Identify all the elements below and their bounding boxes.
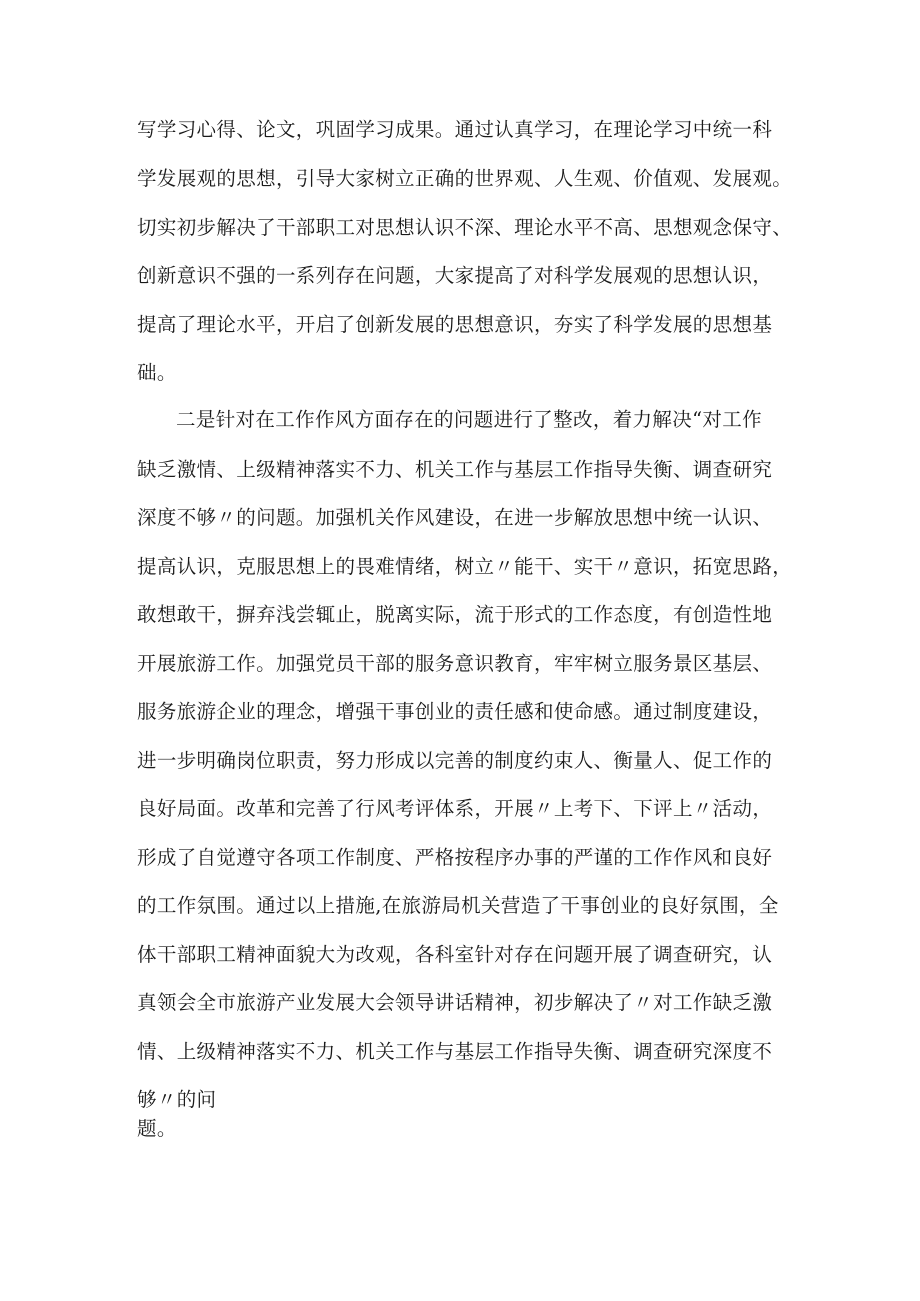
text-line-18: 体干部职工精神面貌大为改观，各科室针对存在问题开展了调查研究，认 xyxy=(137,943,773,966)
text-line-9: 深度不够〃的问题。加强机关作风建设，在进一步解放思想中统一认识、 xyxy=(137,506,773,529)
text-line-4: 创新意识不强的一系列存在问题，大家提高了对科学发展观的思想认识， xyxy=(137,264,773,287)
text-line-21: 够〃的问 xyxy=(137,1088,217,1111)
text-line-6: 础。 xyxy=(137,361,177,384)
text-line-10: 提高认识，克服思想上的畏难情绪，树立〃能干、实干〃意识，拓宽思路， xyxy=(137,555,793,578)
text-line-3: 切实初步解决了干部职工对思想认识不深、理论水平不高、思想观念保守、 xyxy=(137,216,793,239)
text-line-11: 敢想敢干，摒弃浅尝辄止，脱离实际，流于形式的工作态度，有创造性地 xyxy=(137,603,773,626)
text-line-12: 开展旅游工作。加强党员干部的服务意识教育，牢牢树立服务景区基层、 xyxy=(137,652,773,675)
text-line-15: 良好局面。改革和完善了行风考评体系，开展〃上考下、下评上〃活动， xyxy=(137,797,773,820)
text-line-22: 题。 xyxy=(137,1117,177,1140)
text-line-17: 的工作氛围。通过以上措施,在旅游局机关营造了干事创业的良好氛围，全 xyxy=(137,894,779,917)
text-line-13: 服务旅游企业的理念，增强干事创业的责任感和使命感。通过制度建设， xyxy=(137,700,773,723)
text-line-8: 缺乏激情、上级精神落实不力、机关工作与基层工作指导失衡、调查研究 xyxy=(137,458,773,481)
text-line-16: 形成了自觉遵守各项工作制度、严格按程序办事的严谨的工作作风和良好 xyxy=(137,846,773,869)
text-line-20: 情、上级精神落实不力、机关工作与基层工作指导失衡、调查研究深度不 xyxy=(137,1040,773,1063)
text-line-14: 进一步明确岗位职责，努力形成以完善的制度约束人、衡量人、促工作的 xyxy=(137,749,773,772)
text-line-1: 写学习心得、论文，巩固学习成果。通过认真学习，在理论学习中统一科 xyxy=(137,118,773,141)
text-line-5: 提高了理论水平，开启了创新发展的思想意识，夯实了科学发展的思想基 xyxy=(137,313,773,336)
text-line-2: 学发展观的思想，引导大家树立正确的世界观、人生观、价值观、发展观。 xyxy=(137,167,793,190)
paragraph-2-first-line: 二是针对在工作作风方面存在的问题进行了整改，着力解决“对工作 xyxy=(176,408,762,431)
text-line-19: 真领会全市旅游产业发展大会领导讲话精神，初步解决了〃对工作缺乏激 xyxy=(137,991,773,1014)
